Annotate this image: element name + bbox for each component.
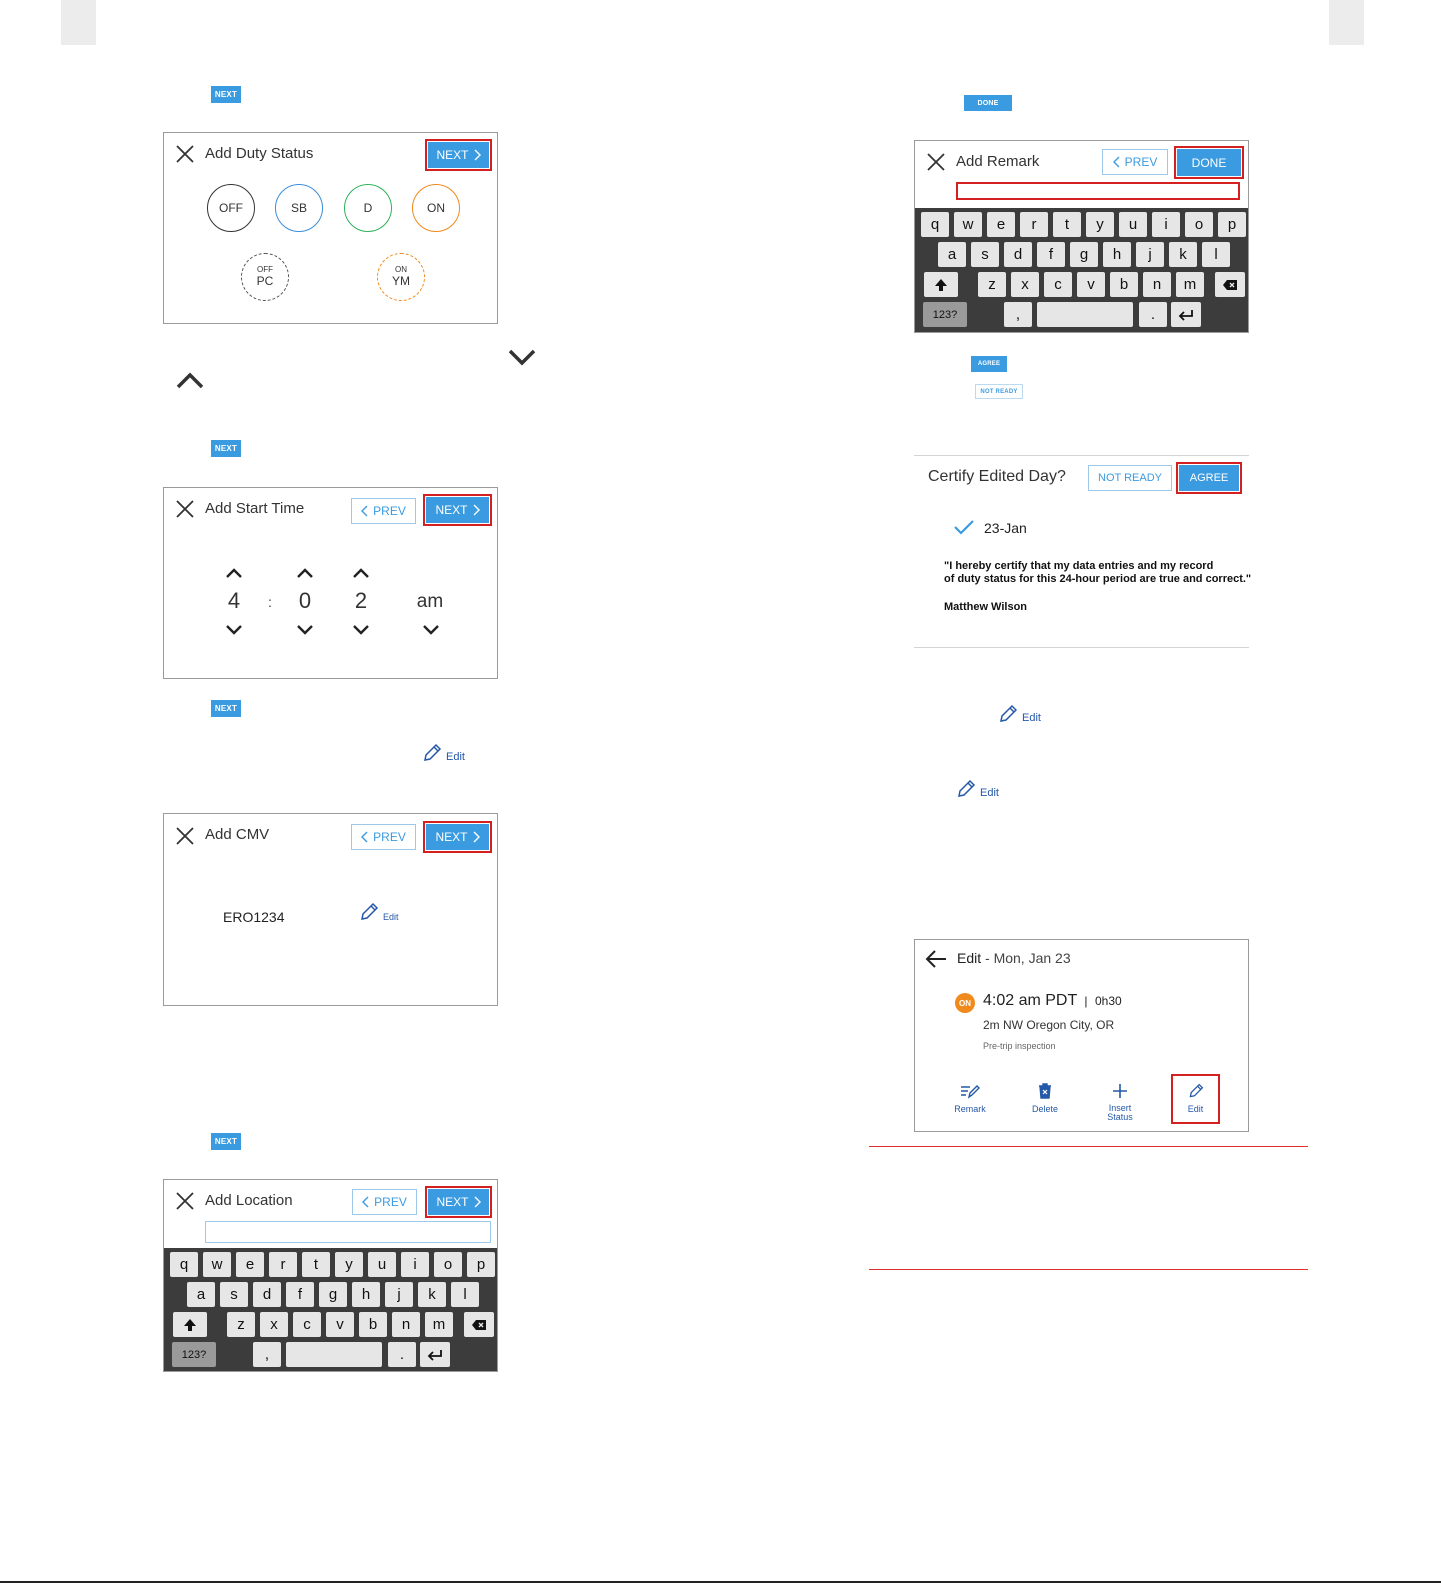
on-status-badge: ON (955, 993, 975, 1013)
key-t[interactable]: t (302, 1252, 330, 1277)
edit-link (956, 779, 999, 799)
minute-ones-up-icon[interactable] (352, 567, 370, 579)
key-x[interactable]: x (1011, 272, 1039, 297)
next-button[interactable] (426, 497, 489, 523)
key-s[interactable]: s (220, 1282, 248, 1307)
chevron-right-icon (473, 504, 480, 516)
next-label: NEXT (436, 1195, 469, 1209)
insert-label-line1: Insert (1108, 1103, 1132, 1113)
key-w[interactable]: w (954, 212, 982, 237)
minute-tens-value: 0 (298, 588, 312, 613)
backspace-icon (471, 1319, 487, 1331)
next-mini-button: NEXT (211, 1133, 241, 1150)
status-sublabel: OFF (257, 265, 273, 274)
key-y[interactable]: y (335, 1252, 363, 1277)
key-u[interactable]: u (1119, 212, 1147, 237)
next-label: NEXT (435, 503, 468, 517)
chevron-right-icon (474, 1196, 481, 1208)
period-key[interactable]: . (1139, 302, 1167, 327)
status-sb-button[interactable] (275, 184, 323, 232)
key-g[interactable]: g (1070, 242, 1098, 267)
pencil-icon (422, 743, 442, 763)
enter-key[interactable] (1171, 302, 1201, 327)
edit-label: Edit (446, 751, 465, 763)
not-ready-button[interactable]: NOT READY (1088, 465, 1172, 491)
minute-tens-down-icon[interactable] (296, 624, 314, 636)
key-p[interactable]: p (1218, 212, 1246, 237)
key-q[interactable]: q (921, 212, 949, 237)
comma-key[interactable]: , (253, 1342, 281, 1367)
key-p[interactable]: p (467, 1252, 495, 1277)
space-key[interactable] (1037, 302, 1133, 327)
key-l[interactable]: l (1202, 242, 1230, 267)
shift-arrow-icon (183, 1318, 197, 1332)
backspace-key[interactable] (464, 1312, 494, 1337)
agree-mini-button: AGREE (971, 356, 1007, 372)
status-label: PC (256, 274, 274, 288)
key-v[interactable]: v (326, 1312, 354, 1337)
bottom-rule (0, 1581, 1441, 1583)
close-icon[interactable] (175, 826, 195, 846)
key-h[interactable]: h (352, 1282, 380, 1307)
edit-vehicle-button[interactable] (359, 902, 399, 922)
status-label: SB (290, 201, 307, 215)
key-d[interactable]: d (253, 1282, 281, 1307)
key-e[interactable]: e (987, 212, 1015, 237)
remark-label: Remark (954, 1104, 986, 1114)
hour-down-icon[interactable] (225, 624, 243, 636)
certify-statement-line2: of duty status for this 24-hour period are true and correct." (944, 573, 1252, 585)
chevron-right-icon (474, 149, 481, 161)
trash-icon (1038, 1083, 1052, 1099)
key-x[interactable]: x (260, 1312, 288, 1337)
hour-value: 4 (227, 588, 241, 613)
key-e[interactable]: e (236, 1252, 264, 1277)
comma-key[interactable]: , (1004, 302, 1032, 327)
edit-link (422, 743, 465, 763)
not-ready-mini-button: NOT READY (975, 384, 1023, 399)
event-duration: 0h30 (1095, 994, 1122, 1008)
edit-action[interactable] (1171, 1074, 1220, 1124)
key-a[interactable]: a (187, 1282, 215, 1307)
prev-button[interactable] (352, 1189, 417, 1215)
prev-button[interactable] (351, 824, 416, 850)
shift-key[interactable] (924, 272, 958, 297)
time-separator: : (268, 594, 272, 610)
enter-icon (427, 1349, 443, 1361)
edit-label: Edit (980, 787, 999, 799)
certify-date: 23-Jan (984, 520, 1027, 536)
status-on-button[interactable] (412, 184, 460, 232)
edit-label: Edit (383, 912, 399, 922)
panel-title: Add Location (205, 1192, 293, 1209)
vehicle-id: ERO1234 (223, 909, 285, 925)
key-k[interactable]: k (418, 1282, 446, 1307)
next-mini-button: NEXT (211, 440, 241, 457)
back-arrow-icon[interactable] (924, 949, 948, 969)
pencil-icon (998, 704, 1018, 724)
next-mini-button: NEXT (211, 86, 241, 103)
minute-tens-up-icon[interactable] (296, 567, 314, 579)
page-corner-tab-left (61, 0, 96, 45)
minute-ones-down-icon[interactable] (352, 624, 370, 636)
shift-key[interactable] (173, 1312, 207, 1337)
chevron-down-icon (508, 348, 536, 366)
page-corner-tab-right (1329, 0, 1364, 45)
prev-button[interactable] (1102, 149, 1168, 175)
event-time (983, 992, 1122, 1010)
next-button[interactable] (428, 1189, 489, 1215)
add-duty-status-panel (163, 132, 498, 324)
next-label: NEXT (435, 830, 468, 844)
pipe-separator: | (1084, 994, 1088, 1008)
close-icon[interactable] (175, 144, 195, 164)
enter-key[interactable] (420, 1342, 450, 1367)
red-rule-top (869, 1146, 1308, 1147)
minute-ones-value: 2 (354, 588, 368, 613)
key-v[interactable]: v (1077, 272, 1105, 297)
divider (914, 647, 1249, 648)
key-d[interactable]: d (1004, 242, 1032, 267)
status-off-button[interactable] (207, 184, 255, 232)
shift-arrow-icon (934, 278, 948, 292)
ampm-down-icon[interactable] (422, 624, 440, 636)
key-f[interactable]: f (286, 1282, 314, 1307)
key-y[interactable]: y (1086, 212, 1114, 237)
close-icon[interactable] (175, 1191, 195, 1211)
key-j[interactable]: j (1136, 242, 1164, 267)
status-pc-button[interactable] (241, 253, 289, 301)
key-j[interactable]: j (385, 1282, 413, 1307)
status-label: ON (427, 201, 445, 215)
done-button[interactable] (1177, 149, 1241, 176)
key-o[interactable]: o (434, 1252, 462, 1277)
remark-icon (960, 1083, 980, 1099)
status-label: D (363, 201, 373, 215)
ampm-value: am (416, 591, 444, 612)
done-label: DONE (1191, 155, 1227, 170)
next-button[interactable] (428, 142, 489, 168)
edit-label: Edit (1187, 1104, 1204, 1114)
key-g[interactable]: g (319, 1282, 347, 1307)
status-sublabel: ON (395, 265, 407, 274)
prev-label: PREV (373, 830, 406, 844)
key-h[interactable]: h (1103, 242, 1131, 267)
edit-title-word: Edit (957, 950, 982, 966)
add-start-time-panel (163, 487, 498, 679)
key-o[interactable]: o (1185, 212, 1213, 237)
enter-icon (1178, 309, 1194, 321)
chevron-up-icon (176, 372, 204, 390)
prev-label: PREV (373, 504, 406, 518)
key-b[interactable]: b (1110, 272, 1138, 297)
close-icon[interactable] (926, 152, 946, 172)
period-key[interactable]: . (388, 1342, 416, 1367)
done-mini-button: DONE (964, 95, 1012, 111)
insert-status-action[interactable] (1095, 1083, 1145, 1122)
remark-action[interactable] (945, 1083, 995, 1114)
key-r[interactable]: r (269, 1252, 297, 1277)
key-l[interactable]: l (451, 1282, 479, 1307)
next-mini-button: NEXT (211, 700, 241, 717)
status-label: YM (392, 274, 410, 288)
key-a[interactable]: a (938, 242, 966, 267)
delete-label: Delete (1031, 1104, 1058, 1114)
pencil-icon (1188, 1083, 1204, 1099)
space-key[interactable] (286, 1342, 382, 1367)
key-i[interactable]: i (401, 1252, 429, 1277)
key-q[interactable]: q (170, 1252, 198, 1277)
event-note: Pre-trip inspection (983, 1041, 1056, 1051)
key-c[interactable]: c (293, 1312, 321, 1337)
prev-label: PREV (374, 1195, 407, 1209)
edit-link (998, 704, 1041, 724)
chevron-left-icon (1113, 156, 1120, 168)
key-f[interactable]: f (1037, 242, 1065, 267)
key-c[interactable]: c (1044, 272, 1072, 297)
key-r[interactable]: r (1020, 212, 1048, 237)
panel-title: Add CMV (205, 826, 270, 843)
chevron-right-icon (473, 831, 480, 843)
add-cmv-panel (163, 813, 498, 1006)
symbols-key[interactable]: 123? (923, 302, 967, 327)
certify-question: Certify Edited Day? (928, 468, 1066, 485)
pencil-icon (956, 779, 976, 799)
add-remark-panel (914, 140, 1249, 333)
key-m[interactable]: m (1176, 272, 1204, 297)
event-location: 2m NW Oregon City, OR (983, 1018, 1115, 1032)
hour-up-icon[interactable] (225, 567, 243, 579)
key-k[interactable]: k (1169, 242, 1197, 267)
panel-title: Add Remark (956, 153, 1040, 170)
next-button[interactable] (426, 824, 489, 850)
add-location-panel (163, 1179, 498, 1372)
next-label: NEXT (436, 148, 469, 162)
edit-title-date: - Mon, Jan 23 (981, 950, 1071, 966)
red-rule-bottom (869, 1269, 1308, 1270)
panel-title: Add Duty Status (205, 145, 314, 162)
remark-keyboard (915, 208, 1248, 332)
checkmark-icon (953, 519, 975, 535)
key-n[interactable]: n (1143, 272, 1171, 297)
key-z[interactable]: z (227, 1312, 255, 1337)
chevron-left-icon (362, 1196, 369, 1208)
location-keyboard (164, 1248, 497, 1371)
event-time-value: 4:02 am PDT (983, 992, 1077, 1009)
status-d-button[interactable] (344, 184, 392, 232)
close-icon[interactable] (175, 499, 195, 519)
edit-label: Edit (1022, 712, 1041, 724)
driver-name: Matthew Wilson (944, 601, 1028, 613)
status-ym-button[interactable] (377, 253, 425, 301)
plus-icon (1112, 1083, 1128, 1099)
symbols-key[interactable]: 123? (172, 1342, 216, 1367)
key-u[interactable]: u (368, 1252, 396, 1277)
backspace-icon (1222, 279, 1238, 291)
divider (914, 455, 1249, 456)
insert-label-line2: Status (1107, 1112, 1133, 1122)
key-w[interactable]: w (203, 1252, 231, 1277)
edit-title (957, 950, 1071, 966)
key-t[interactable]: t (1053, 212, 1081, 237)
certify-statement-line1: "I hereby certify that my data entries and my record (944, 560, 1214, 572)
key-i[interactable]: i (1152, 212, 1180, 237)
key-b[interactable]: b (359, 1312, 387, 1337)
prev-button[interactable] (351, 498, 416, 524)
delete-action[interactable] (1020, 1083, 1070, 1114)
chevron-left-icon (361, 831, 368, 843)
chevron-left-icon (361, 505, 368, 517)
panel-title: Add Start Time (205, 500, 305, 517)
key-m[interactable]: m (425, 1312, 453, 1337)
key-s[interactable]: s (971, 242, 999, 267)
key-z[interactable]: z (978, 272, 1006, 297)
prev-label: PREV (1124, 155, 1158, 169)
pencil-icon (359, 902, 379, 922)
location-input[interactable] (205, 1221, 491, 1243)
status-label: OFF (219, 201, 243, 215)
backspace-key[interactable] (1215, 272, 1245, 297)
edit-day-panel (914, 939, 1249, 1132)
key-n[interactable]: n (392, 1312, 420, 1337)
agree-button[interactable]: AGREE (1179, 465, 1239, 491)
remark-input[interactable] (956, 182, 1240, 200)
